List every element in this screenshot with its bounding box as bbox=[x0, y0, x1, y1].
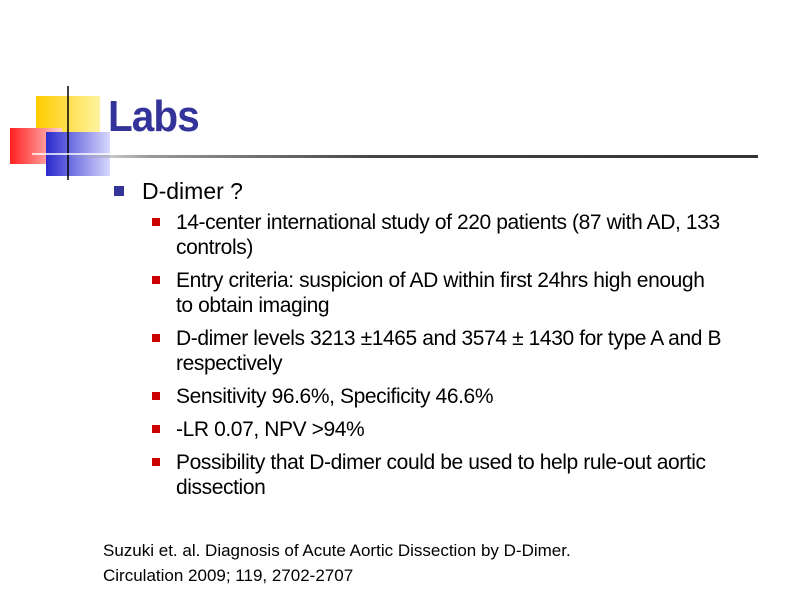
sub-bullet-line: Entry criteria: suspicion of AD within first 24hrs high enough bbox=[176, 269, 705, 292]
citation bbox=[103, 538, 571, 588]
citation-line: Suzuki et. al. Diagnosis of Acute Aortic Dissection by D-Dimer. bbox=[103, 541, 571, 560]
square-bullet-icon bbox=[152, 276, 160, 284]
square-bullet-icon bbox=[152, 392, 160, 400]
main-bullet-text: D-dimer ? bbox=[142, 178, 243, 204]
square-bullet-icon bbox=[152, 458, 160, 466]
sub-bullet-lr-npv bbox=[112, 417, 792, 442]
sub-bullet-line: dissection bbox=[176, 476, 266, 499]
sub-bullet-entry-criteria bbox=[112, 268, 792, 318]
sub-bullet-possibility bbox=[112, 450, 792, 500]
sub-bullet-line: to obtain imaging bbox=[176, 294, 330, 317]
sub-bullet-line: D-dimer levels 3213 ±1465 and 3574 ± 1430 for type A and B bbox=[176, 327, 722, 350]
sub-bullet-line: 14-center international study of 220 patients (87 with AD, 133 bbox=[176, 211, 720, 234]
sub-bullet-line: respectively bbox=[176, 352, 283, 375]
square-bullet-icon bbox=[152, 425, 160, 433]
sub-bullet-study bbox=[112, 210, 792, 260]
sub-bullet-line: Possibility that D-dimer could be used to help rule-out aortic bbox=[176, 451, 706, 474]
title-divider bbox=[66, 155, 758, 158]
sub-bullet-line: controls) bbox=[176, 236, 253, 259]
slide-title: Labs bbox=[108, 92, 199, 141]
sub-bullet-sensitivity bbox=[112, 384, 792, 409]
citation-line: Circulation 2009; 119, 2702-2707 bbox=[103, 566, 354, 585]
sub-bullet-list bbox=[112, 210, 792, 500]
main-bullet bbox=[112, 176, 792, 206]
sub-bullet-line: -LR 0.07, NPV >94% bbox=[176, 418, 365, 441]
square-bullet-icon bbox=[152, 218, 160, 226]
slide-body bbox=[112, 176, 792, 508]
sub-bullet-line: Sensitivity 96.6%, Specificity 46.6% bbox=[176, 385, 494, 408]
sub-bullet-levels bbox=[112, 326, 792, 376]
square-bullet-icon bbox=[114, 186, 124, 196]
square-bullet-icon bbox=[152, 334, 160, 342]
